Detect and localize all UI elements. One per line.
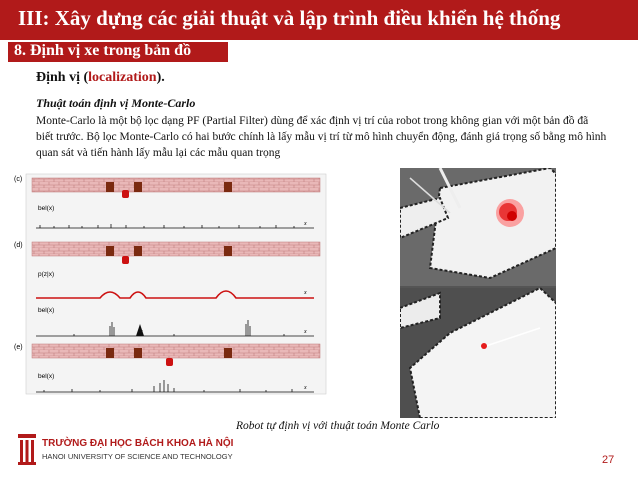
door-e1 <box>106 348 114 358</box>
robot-localization-image <box>400 168 556 418</box>
robot-e <box>166 358 173 366</box>
panel-c-label: (c) <box>14 176 23 183</box>
mcl-diagram <box>14 170 330 398</box>
door-c1 <box>106 182 114 192</box>
wall-c <box>32 178 320 192</box>
university-logo <box>16 432 38 466</box>
heading-suffix: ). <box>156 70 165 85</box>
panel-e-label: (e) <box>14 344 23 351</box>
door-c2 <box>134 182 142 192</box>
axis-x-e: x <box>304 385 307 391</box>
heading-prefix: Định vị ( <box>36 70 89 85</box>
section-heading <box>36 70 165 86</box>
heading-keyword: localization <box>88 70 157 85</box>
plot-label-d2: bel(x) <box>38 307 55 314</box>
door-d1 <box>106 246 114 256</box>
plot-label-e: bel(x) <box>38 373 55 380</box>
door-d3 <box>224 246 232 256</box>
axis-x-d2: x <box>304 329 307 335</box>
figure-caption: Robot tự định vị với thuật toán Monte Carlo <box>236 420 440 432</box>
robot-c <box>122 190 129 198</box>
slide-subtitle: 8. Định vị xe trong bản đồ <box>14 42 192 59</box>
door-e2 <box>134 348 142 358</box>
map-top <box>400 168 556 286</box>
wall-d <box>32 242 320 256</box>
door-d2 <box>134 246 142 256</box>
description-paragraph: Monte-Carlo là một bộ lọc dạng PF (Partial Filter) dùng để xác định vị trí của robot trong không gian với một bản đồ đã biết trước. Bộ lọc Monte-Carlo có hai bước chính là lấy mẫu vị trí từ mô hình chuyển động, đánh giá trọng số bằng mô hình quan sát và tiến hành lấy mẫu lại các mẫu quan trọng <box>36 115 607 159</box>
door-c3 <box>224 182 232 192</box>
map-bottom <box>400 288 556 418</box>
robot-pose <box>481 343 487 349</box>
university-name-en: HANOI UNIVERSITY OF SCIENCE AND TECHNOLOGY <box>42 452 233 461</box>
axis-x-d1: x <box>304 290 307 296</box>
axis-x-c: x <box>304 221 307 227</box>
door-e3 <box>224 348 232 358</box>
plot-label-d1: p(z|x) <box>38 271 55 278</box>
robot-d <box>122 256 129 264</box>
page-number: 27 <box>602 454 615 466</box>
slide-title: III: Xây dựng các giải thuật và lập trình điều khiển hệ thống <box>18 6 561 30</box>
university-name-vn: TRƯỜNG ĐẠI HỌC BÁCH KHOA HÀ NỘI <box>42 438 234 449</box>
wall-e <box>32 344 320 358</box>
panel-d-label: (d) <box>14 242 23 249</box>
algorithm-title: Thuật toán định vị Monte-Carlo <box>36 96 196 110</box>
plot-label-c: bel(x) <box>38 205 55 212</box>
